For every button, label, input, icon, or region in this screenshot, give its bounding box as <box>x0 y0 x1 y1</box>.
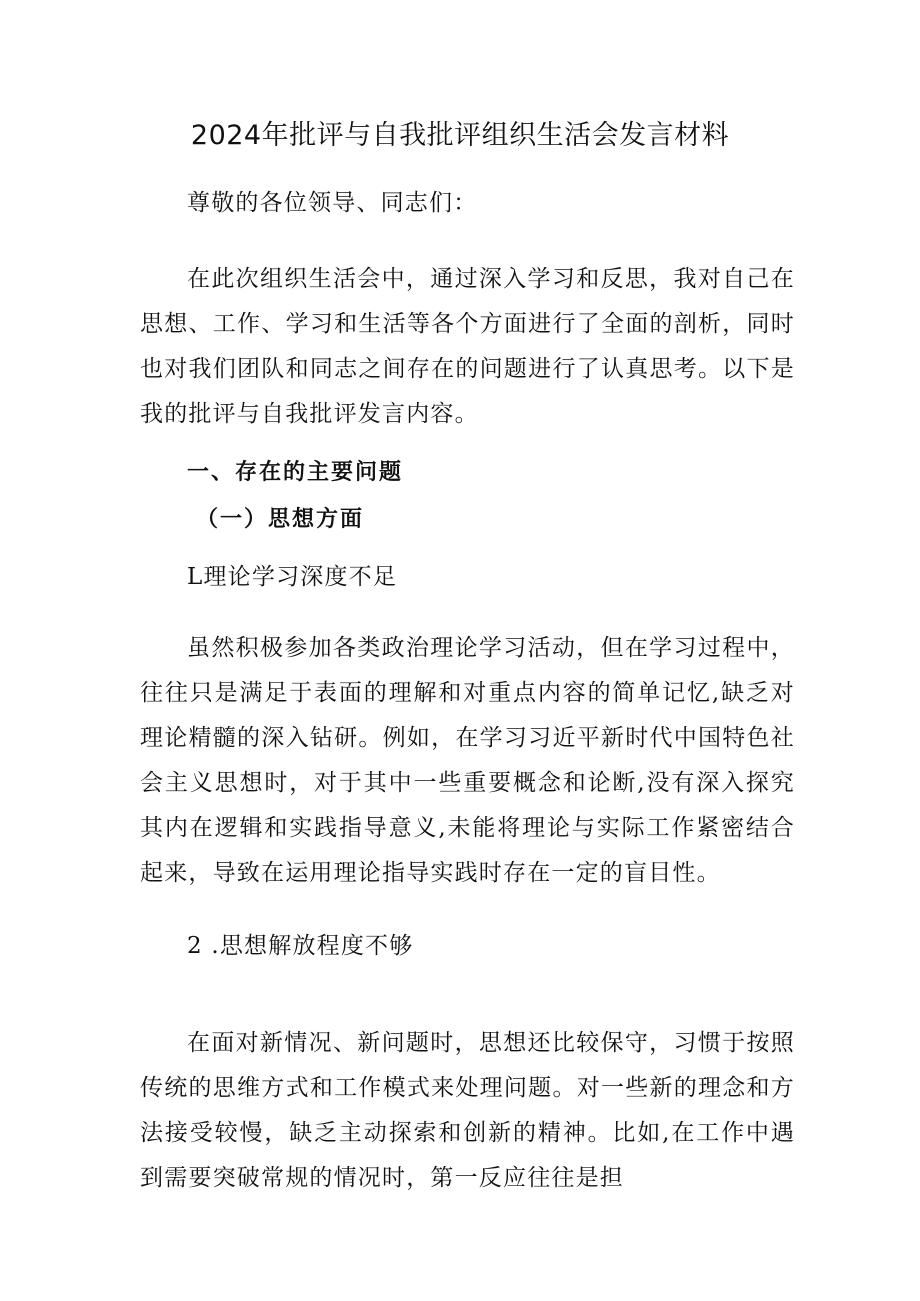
intro-paragraph: 在此次组织生活会中，通过深入学习和反思，我对自己在思想、工作、学习和生活等各个方面进行了全面的剖析，同时也对我们团队和同志之间存在的问题进行了认真思考。以下是我的批评与自我批评发言内容。 <box>140 266 795 427</box>
item-1-title: L理论学习深度不足 <box>187 564 398 590</box>
item-1-paragraph: 虽然积极参加各类政治理论学习活动，但在学习过程中，往往只是满足于表面的理解和对重点内容的简单记忆,缺乏对理论精髓的深入钻研。例如，在学习习近平新时代中国特色社会主义思想时，对于其中一些重要概念和论断,没有深入探究其内在逻辑和实践指导意义,未能将理论与实际工作紧密结合起来，导致在运用理论指导实践时存在一定的盲目性。 <box>140 635 795 886</box>
item-2-paragraph: 在面对新情况、新问题时，思想还比较保守，习惯于按照传统的思维方式和工作模式来处理问题。对一些新的理念和方法接受较慢，缺乏主动探索和创新的精神。比如,在工作中遇到需要突破常规的情况时，第一反应往往是担 <box>140 1030 795 1191</box>
section-heading: 一、存在的主要问题 <box>187 460 404 485</box>
salutation: 尊敬的各位领导、同志们： <box>187 190 478 216</box>
document-title: 2024年批评与自我批评组织生活会发言材料 <box>190 120 730 151</box>
subsection-heading: （一）思想方面 <box>196 507 365 532</box>
item-2-title: 2 .思想解放程度不够 <box>187 933 414 959</box>
